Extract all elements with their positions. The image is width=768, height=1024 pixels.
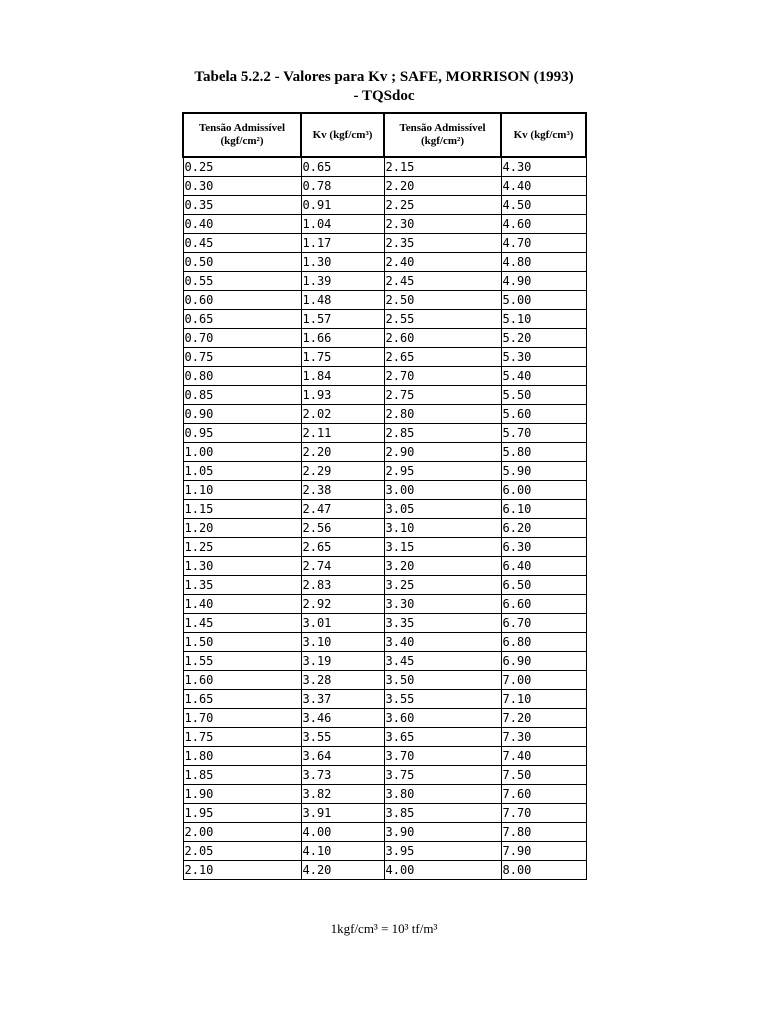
table-row [183, 443, 586, 462]
header-kv-2: Kv (kgf/cm³) [501, 113, 586, 157]
cell-tensao-admissivel-1: 1.45 [183, 614, 301, 633]
table-row [183, 652, 586, 671]
cell-tensao-admissivel-1: 0.60 [183, 291, 301, 310]
cell-tensao-admissivel-1: 0.65 [183, 310, 301, 329]
cell-tensao-admissivel-2: 2.65 [384, 348, 501, 367]
cell-kv-2: 7.80 [501, 823, 586, 842]
cell-kv-1: 2.20 [301, 443, 384, 462]
cell-kv-1: 3.28 [301, 671, 384, 690]
cell-tensao-admissivel-2: 3.30 [384, 595, 501, 614]
cell-tensao-admissivel-2: 2.90 [384, 443, 501, 462]
cell-kv-1: 1.39 [301, 272, 384, 291]
cell-tensao-admissivel-2: 3.80 [384, 785, 501, 804]
cell-tensao-admissivel-2: 3.00 [384, 481, 501, 500]
table-row [183, 861, 586, 880]
cell-kv-2: 6.80 [501, 633, 586, 652]
cell-tensao-admissivel-2: 2.85 [384, 424, 501, 443]
cell-kv-1: 4.20 [301, 861, 384, 880]
cell-tensao-admissivel-1: 1.20 [183, 519, 301, 538]
cell-kv-1: 1.66 [301, 329, 384, 348]
table-row [183, 557, 586, 576]
cell-kv-2: 7.70 [501, 804, 586, 823]
cell-kv-1: 2.38 [301, 481, 384, 500]
cell-tensao-admissivel-1: 1.75 [183, 728, 301, 747]
cell-tensao-admissivel-2: 3.15 [384, 538, 501, 557]
table-row [183, 291, 586, 310]
cell-tensao-admissivel-2: 3.40 [384, 633, 501, 652]
cell-tensao-admissivel-2: 3.05 [384, 500, 501, 519]
cell-kv-2: 5.00 [501, 291, 586, 310]
cell-kv-1: 3.73 [301, 766, 384, 785]
table-row [183, 462, 586, 481]
cell-tensao-admissivel-2: 3.45 [384, 652, 501, 671]
table-row [183, 595, 586, 614]
cell-tensao-admissivel-1: 0.70 [183, 329, 301, 348]
cell-kv-2: 7.20 [501, 709, 586, 728]
cell-tensao-admissivel-2: 3.90 [384, 823, 501, 842]
cell-kv-2: 5.30 [501, 348, 586, 367]
cell-tensao-admissivel-1: 1.80 [183, 747, 301, 766]
cell-tensao-admissivel-2: 4.00 [384, 861, 501, 880]
cell-tensao-admissivel-2: 2.20 [384, 177, 501, 196]
cell-kv-1: 3.82 [301, 785, 384, 804]
cell-tensao-admissivel-2: 3.75 [384, 766, 501, 785]
cell-tensao-admissivel-2: 3.95 [384, 842, 501, 861]
cell-tensao-admissivel-1: 1.55 [183, 652, 301, 671]
table-row [183, 386, 586, 405]
cell-kv-1: 4.00 [301, 823, 384, 842]
cell-tensao-admissivel-2: 3.65 [384, 728, 501, 747]
cell-kv-2: 4.30 [501, 157, 586, 177]
cell-kv-1: 1.57 [301, 310, 384, 329]
table-row [183, 766, 586, 785]
cell-kv-1: 4.10 [301, 842, 384, 861]
kv-table [182, 112, 587, 880]
cell-kv-1: 0.78 [301, 177, 384, 196]
cell-kv-1: 3.91 [301, 804, 384, 823]
cell-kv-2: 6.50 [501, 576, 586, 595]
cell-kv-2: 7.30 [501, 728, 586, 747]
cell-tensao-admissivel-2: 3.85 [384, 804, 501, 823]
table-body [183, 157, 586, 880]
cell-kv-1: 1.17 [301, 234, 384, 253]
cell-tensao-admissivel-1: 0.95 [183, 424, 301, 443]
cell-tensao-admissivel-2: 2.75 [384, 386, 501, 405]
cell-tensao-admissivel-1: 0.45 [183, 234, 301, 253]
cell-tensao-admissivel-1: 1.05 [183, 462, 301, 481]
cell-kv-2: 6.30 [501, 538, 586, 557]
table-row [183, 424, 586, 443]
cell-kv-1: 1.04 [301, 215, 384, 234]
cell-tensao-admissivel-2: 2.70 [384, 367, 501, 386]
cell-tensao-admissivel-2: 3.10 [384, 519, 501, 538]
cell-kv-1: 0.65 [301, 157, 384, 177]
cell-kv-1: 2.02 [301, 405, 384, 424]
table-row [183, 804, 586, 823]
cell-kv-1: 2.92 [301, 595, 384, 614]
cell-kv-1: 0.91 [301, 196, 384, 215]
cell-tensao-admissivel-1: 0.85 [183, 386, 301, 405]
cell-tensao-admissivel-1: 1.85 [183, 766, 301, 785]
cell-kv-2: 6.60 [501, 595, 586, 614]
cell-tensao-admissivel-1: 2.10 [183, 861, 301, 880]
cell-tensao-admissivel-2: 3.35 [384, 614, 501, 633]
cell-tensao-admissivel-2: 2.35 [384, 234, 501, 253]
cell-kv-1: 2.74 [301, 557, 384, 576]
cell-kv-2: 6.20 [501, 519, 586, 538]
table-row [183, 367, 586, 386]
table-row [183, 614, 586, 633]
table-row [183, 823, 586, 842]
table-row [183, 481, 586, 500]
cell-kv-2: 7.40 [501, 747, 586, 766]
table-row [183, 272, 586, 291]
table-header-row [183, 113, 586, 157]
cell-tensao-admissivel-2: 2.50 [384, 291, 501, 310]
cell-kv-1: 3.46 [301, 709, 384, 728]
cell-kv-1: 3.01 [301, 614, 384, 633]
table-title [160, 68, 608, 106]
table-row [183, 633, 586, 652]
cell-tensao-admissivel-1: 0.55 [183, 272, 301, 291]
cell-kv-1: 1.84 [301, 367, 384, 386]
cell-tensao-admissivel-2: 2.80 [384, 405, 501, 424]
table-row [183, 177, 586, 196]
cell-kv-1: 1.48 [301, 291, 384, 310]
cell-kv-2: 7.00 [501, 671, 586, 690]
table-row [183, 671, 586, 690]
cell-tensao-admissivel-2: 2.55 [384, 310, 501, 329]
cell-tensao-admissivel-1: 1.65 [183, 690, 301, 709]
cell-tensao-admissivel-2: 3.70 [384, 747, 501, 766]
cell-kv-2: 7.60 [501, 785, 586, 804]
cell-kv-2: 4.90 [501, 272, 586, 291]
cell-tensao-admissivel-2: 3.25 [384, 576, 501, 595]
cell-kv-1: 3.55 [301, 728, 384, 747]
cell-tensao-admissivel-2: 2.40 [384, 253, 501, 272]
cell-tensao-admissivel-1: 1.15 [183, 500, 301, 519]
table-row [183, 576, 586, 595]
table-row [183, 196, 586, 215]
table-row [183, 329, 586, 348]
cell-kv-2: 4.50 [501, 196, 586, 215]
cell-tensao-admissivel-1: 1.10 [183, 481, 301, 500]
cell-tensao-admissivel-2: 3.50 [384, 671, 501, 690]
cell-kv-2: 6.70 [501, 614, 586, 633]
cell-kv-1: 2.83 [301, 576, 384, 595]
cell-kv-2: 4.80 [501, 253, 586, 272]
table-row [183, 728, 586, 747]
cell-tensao-admissivel-1: 1.50 [183, 633, 301, 652]
cell-kv-2: 8.00 [501, 861, 586, 880]
cell-tensao-admissivel-1: 1.35 [183, 576, 301, 595]
cell-tensao-admissivel-1: 0.25 [183, 157, 301, 177]
table-row [183, 253, 586, 272]
cell-tensao-admissivel-1: 0.35 [183, 196, 301, 215]
table-row [183, 157, 586, 177]
cell-tensao-admissivel-2: 2.25 [384, 196, 501, 215]
table-row [183, 747, 586, 766]
cell-kv-1: 2.29 [301, 462, 384, 481]
cell-kv-1: 2.56 [301, 519, 384, 538]
cell-kv-1: 2.11 [301, 424, 384, 443]
cell-tensao-admissivel-2: 2.15 [384, 157, 501, 177]
cell-tensao-admissivel-2: 2.95 [384, 462, 501, 481]
cell-kv-2: 4.60 [501, 215, 586, 234]
table-row [183, 690, 586, 709]
table-row [183, 348, 586, 367]
cell-kv-2: 5.90 [501, 462, 586, 481]
cell-kv-1: 2.65 [301, 538, 384, 557]
cell-tensao-admissivel-1: 2.05 [183, 842, 301, 861]
cell-tensao-admissivel-1: 2.00 [183, 823, 301, 842]
cell-kv-2: 7.10 [501, 690, 586, 709]
cell-kv-2: 6.40 [501, 557, 586, 576]
cell-tensao-admissivel-1: 0.75 [183, 348, 301, 367]
header-kv-1: Kv (kgf/cm³) [301, 113, 384, 157]
table-row [183, 310, 586, 329]
cell-kv-2: 6.90 [501, 652, 586, 671]
cell-tensao-admissivel-1: 0.80 [183, 367, 301, 386]
cell-tensao-admissivel-1: 1.90 [183, 785, 301, 804]
cell-kv-1: 3.64 [301, 747, 384, 766]
cell-kv-1: 1.30 [301, 253, 384, 272]
table-row [183, 215, 586, 234]
cell-kv-1: 3.10 [301, 633, 384, 652]
table-row [183, 538, 586, 557]
table-title-line-2: - TQSdoc [353, 88, 415, 104]
cell-kv-2: 5.50 [501, 386, 586, 405]
table-row [183, 709, 586, 728]
cell-kv-1: 1.93 [301, 386, 384, 405]
cell-tensao-admissivel-1: 1.30 [183, 557, 301, 576]
table-row [183, 842, 586, 861]
cell-kv-1: 1.75 [301, 348, 384, 367]
cell-kv-2: 4.40 [501, 177, 586, 196]
cell-tensao-admissivel-1: 1.70 [183, 709, 301, 728]
table-title-line-1: Tabela 5.2.2 - Valores para Kv ; SAFE, MORRISON (1993) [194, 69, 574, 85]
table-row [183, 519, 586, 538]
cell-kv-2: 5.70 [501, 424, 586, 443]
cell-kv-2: 7.50 [501, 766, 586, 785]
cell-kv-2: 4.70 [501, 234, 586, 253]
cell-tensao-admissivel-2: 3.20 [384, 557, 501, 576]
unit-footnote: 1kgf/cm³ = 10³ tf/m³ [330, 921, 438, 936]
header-tensao-admissivel-1: Tensão Admissível (kgf/cm²) [183, 113, 301, 157]
cell-tensao-admissivel-1: 0.50 [183, 253, 301, 272]
cell-tensao-admissivel-2: 2.60 [384, 329, 501, 348]
cell-tensao-admissivel-2: 2.30 [384, 215, 501, 234]
cell-kv-2: 7.90 [501, 842, 586, 861]
table-row [183, 405, 586, 424]
cell-tensao-admissivel-2: 3.55 [384, 690, 501, 709]
cell-tensao-admissivel-1: 1.60 [183, 671, 301, 690]
cell-tensao-admissivel-1: 1.00 [183, 443, 301, 462]
cell-kv-1: 3.19 [301, 652, 384, 671]
cell-tensao-admissivel-1: 1.25 [183, 538, 301, 557]
cell-tensao-admissivel-1: 1.95 [183, 804, 301, 823]
cell-kv-2: 5.60 [501, 405, 586, 424]
cell-tensao-admissivel-1: 0.40 [183, 215, 301, 234]
cell-kv-1: 3.37 [301, 690, 384, 709]
table-row [183, 234, 586, 253]
cell-tensao-admissivel-2: 2.45 [384, 272, 501, 291]
cell-kv-2: 5.10 [501, 310, 586, 329]
cell-kv-2: 6.00 [501, 481, 586, 500]
cell-kv-2: 5.80 [501, 443, 586, 462]
cell-tensao-admissivel-1: 1.40 [183, 595, 301, 614]
table-row [183, 500, 586, 519]
cell-kv-2: 5.40 [501, 367, 586, 386]
header-tensao-admissivel-2: Tensão Admissível (kgf/cm²) [384, 113, 501, 157]
cell-kv-1: 2.47 [301, 500, 384, 519]
cell-tensao-admissivel-1: 0.30 [183, 177, 301, 196]
cell-tensao-admissivel-1: 0.90 [183, 405, 301, 424]
cell-tensao-admissivel-2: 3.60 [384, 709, 501, 728]
cell-kv-2: 6.10 [501, 500, 586, 519]
table-row [183, 785, 586, 804]
cell-kv-2: 5.20 [501, 329, 586, 348]
